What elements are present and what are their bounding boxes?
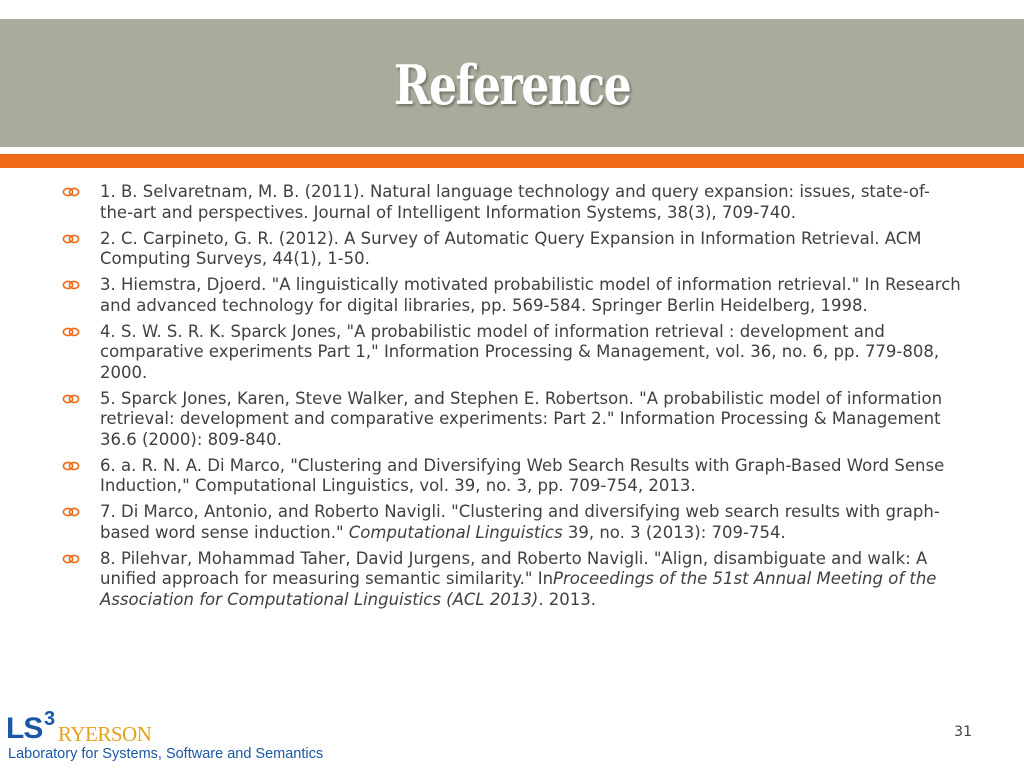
- reference-text: . 2013.: [538, 589, 597, 609]
- logo-institution: RYERSON: [58, 722, 152, 746]
- logo-superscript: 3: [44, 708, 56, 730]
- reference-item: [62, 456, 962, 497]
- divider: [0, 147, 1024, 154]
- reference-text: 3. Hiemstra, Djoerd. "A linguistically motivated probabilistic model of information retrieval." In Research and advanced technology for digital libraries, pp. 569-584. Springer Berlin Heidelberg, 1998.: [100, 275, 961, 315]
- reference-text: 8. Pilehvar, Mohammad Taher, David Jurgens, and Roberto Navigli. "Align, disambiguate and walk: A unified approach for measuring semantic similarity." In: [100, 548, 928, 588]
- linked-rings-icon: [62, 553, 80, 565]
- linked-rings-icon: [62, 233, 80, 245]
- linked-rings-icon: [62, 186, 80, 198]
- reference-journal: Computational Linguistics: [348, 522, 563, 542]
- linked-rings-icon: [62, 460, 80, 472]
- reference-text: 6. a. R. N. A. Di Marco, "Clustering and Diversifying Web Search Results with Graph-Based Word Sense Induction," Computational Linguistics, vol. 39, no. 3, pp. 709-754, 2013.: [100, 455, 945, 495]
- logo-mark: LS: [6, 712, 43, 745]
- reference-text: 39, no. 3 (2013): 709-754.: [562, 522, 786, 542]
- reference-item: [62, 229, 962, 270]
- reference-item: [62, 389, 962, 451]
- accent-stripe: [0, 154, 1024, 168]
- linked-rings-icon: [62, 393, 80, 405]
- reference-journal: Proceedings of the 51st Annual Meeting of the Association for Computational Linguistics (ACL 2013): [100, 569, 937, 609]
- reference-item: [62, 275, 962, 316]
- top-band: [0, 0, 1024, 19]
- reference-item: [62, 549, 962, 611]
- linked-rings-icon: [62, 506, 80, 518]
- reference-item: [62, 502, 962, 543]
- reference-item: [62, 322, 962, 384]
- linked-rings-icon: [62, 279, 80, 291]
- reference-text: 1. B. Selvaretnam, M. B. (2011). Natural language technology and query expansion: issues, state-of-the-art and perspectives. Journal of Intelligent Information Systems, 38(3), 709-740.: [100, 182, 930, 222]
- reference-item: [62, 182, 962, 223]
- lab-logo: [6, 708, 366, 766]
- page-number: 31: [954, 724, 972, 740]
- reference-text: 4. S. W. S. R. K. Sparck Jones, "A probabilistic model of information retrieval : development and comparative experiments Part 1," Information Processing & Management, vol. 36, no. 6, pp. 779-808, 2000.: [100, 321, 940, 382]
- reference-text: 5. Sparck Jones, Karen, Steve Walker, and Stephen E. Robertson. "A probabilistic model of information retrieval: development and comparative experiments: Part 2." Information Processing & Management 36.6 (2000): 809-840.: [100, 388, 943, 449]
- reference-text: 2. C. Carpineto, G. R. (2012). A Survey of Automatic Query Expansion in Information Retrieval. ACM Computing Surveys, 44(1), 1-50.: [100, 228, 922, 268]
- logo-tagline: Laboratory for Systems, Software and Semantics: [8, 746, 324, 762]
- reference-list: [62, 182, 962, 616]
- linked-rings-icon: [62, 326, 80, 338]
- slide-title: Reference: [393, 53, 631, 117]
- reference-text: 7. Di Marco, Antonio, and Roberto Navigli. "Clustering and diversifying web search results with graph-based word sense induction.": [100, 502, 940, 542]
